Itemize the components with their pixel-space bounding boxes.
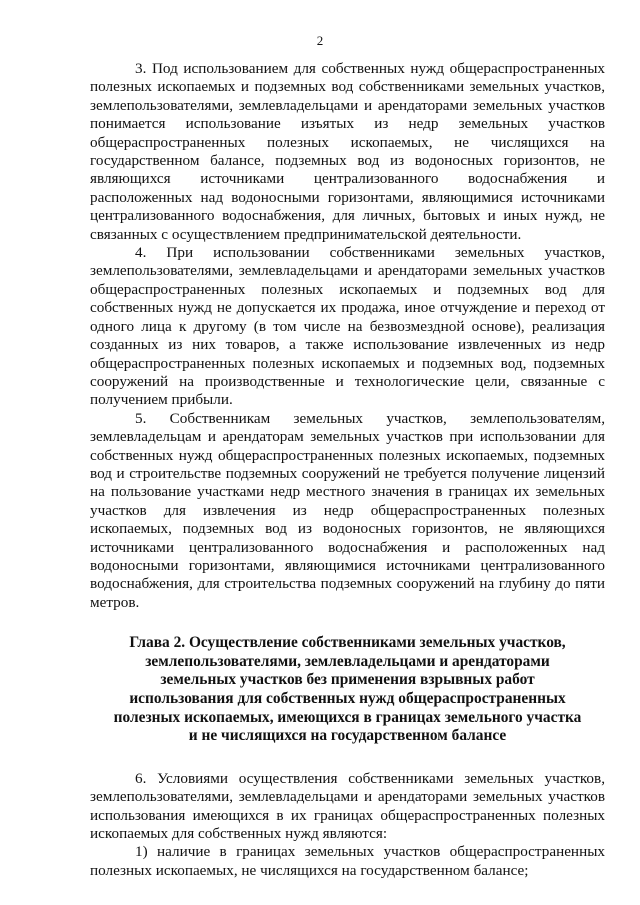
paragraph-5: 5. Собственникам земельных участков, землепользователям, землевладельцам и арендаторам земельных участков при использовании для собственных нужд общераспространенных полезных ископаемых, подземных вод и строительстве подземных сооружений не требуется получение лицензий на пользование участками недр местного значения в границах их земельных участков для извлечения из недр общераспространенных полезных ископаемых, подземных вод из водоносных горизонтов, не являющихся источниками централизованного водоснабжения и расположенных над водоносными горизонтами, являющимися источниками централизованного водоснабжения, для строительства подземных сооружений на глубину до пяти метров. [90,409,605,611]
page-number: 2 [316,33,324,48]
document-body [90,60,605,880]
paragraph-6-item-1: 1) наличие в границах земельных участков общераспространенных полезных ископаемых, не числящихся на государственном балансе; [90,843,605,879]
paragraph-3: 3. Под использованием для собственных нужд общераспространенных полезных ископаемых и подземных вод собственниками земельных участков, землепользователями, землевладельцами и арендаторами земельных участков понимается использование изъятых из недр земельных участков общераспространенных полезных ископаемых, не числящихся на государственном балансе, подземных вод из водоносных горизонтов, не являющихся источниками централизованного водоснабжения и расположенных над водоносными горизонтами, являющимися источниками централизованного водоснабжения, для личных, бытовых и иных нужд, не связанных с осуществлением предпринимательской деятельности. [90,60,605,243]
chapter-heading-line: полезных ископаемых, имеющихся в границах земельного участка [113,708,582,726]
chapter-heading-line: землепользователями, землевладельцами и арендаторами [145,652,550,670]
chapter-heading-line: земельных участков без применения взрывных работ [160,671,535,689]
chapter-heading-line: Глава 2. Осуществление собственниками земельных участков, [129,634,566,652]
paragraph-6: 6. Условиями осуществления собственниками земельных участков, землепользователями, землевладельцами и арендаторами земельных участков использования имеющихся в их границах общераспространенных полезных ископаемых для собственных нужд являются: [90,769,605,842]
chapter-heading-line: использования для собственных нужд общераспространенных [129,689,566,707]
chapter-heading-line: и не числящихся на государственном балансе [188,727,507,745]
paragraph-4: 4. При использовании собственниками земельных участков, землепользователями, землевладельцами и арендаторами земельных участков общераспространенных полезных ископаемых и подземных вод для собственных нужд не допускается их продажа, иное отчуждение и переход от одного лица к другому (в том числе на безвозмездной основе), реализация созданных из них товаров, а также использование извлеченных из недр общераспространенных полезных ископаемых и подземных вод, подземных сооружений на производственные и технологические цели, связанные с получением прибыли. [90,244,605,409]
chapter-heading [90,634,605,746]
